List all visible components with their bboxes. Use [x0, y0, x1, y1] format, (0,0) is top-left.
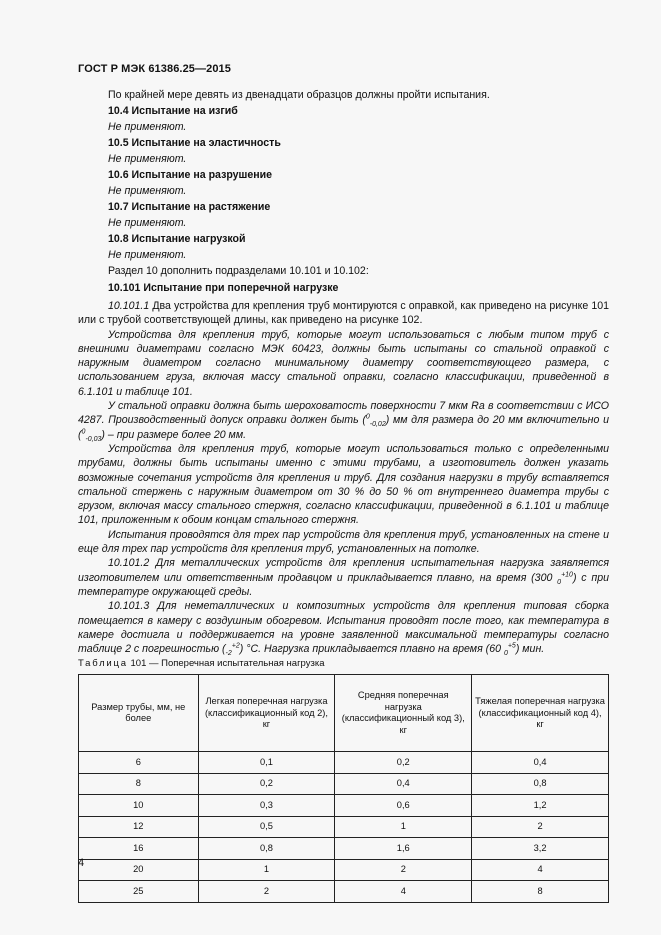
section-note: Не применяют. [108, 185, 187, 197]
table-caption-title: 101 — Поперечная испытательная нагрузка [127, 658, 325, 670]
tolerance-upper: 0 [81, 428, 86, 436]
table-cell: 4 [472, 859, 609, 881]
section-heading: 10.4 Испытание на изгиб [108, 105, 238, 117]
table-cell: 1 [335, 816, 472, 838]
section-note: Не применяют. [108, 121, 187, 133]
table-cell: 25 [79, 881, 199, 903]
page-number: 4 [78, 857, 85, 869]
paragraph-text: Для металлических устройств для крепления испытательная нагрузка заявляется изготовителем или ответственным продавцом и прикладывается плавно, на время (300 [78, 557, 609, 584]
table-cell: 0,4 [472, 752, 609, 774]
section-heading: 10.8 Испытание нагрузкой [108, 233, 246, 245]
subsection-heading: 10.101 Испытание при поперечной нагрузке [108, 282, 339, 294]
section-heading: 10.6 Испытание на разрушение [108, 169, 273, 181]
table-cell: 1 [198, 859, 335, 881]
paragraph-text: ) мм для размера до 20 мм включительно и ( [78, 414, 609, 441]
table-row [79, 859, 609, 881]
paragraph-text: ) °С. Нагрузка прикладывается плавно на время (60 [239, 643, 504, 656]
tolerance-lower: 0 [503, 650, 508, 658]
table-cell: 0,5 [198, 816, 335, 838]
clause-number: 10.101.3 [108, 600, 150, 613]
table-cell: 0,1 [198, 752, 335, 774]
section-note: Не применяют. [108, 249, 187, 261]
supplement-paragraph: Раздел 10 дополнить подразделами 10.101 и 10.102: [108, 265, 369, 277]
table-cell: 8 [79, 773, 199, 795]
table-caption [78, 657, 609, 670]
tolerance-upper: +2 [231, 642, 240, 650]
tolerance-upper: +5 [507, 642, 516, 650]
section-list [78, 103, 609, 263]
column-header: Тяжелая поперечная нагрузка (классификационный код 4), кг [472, 675, 609, 752]
document-body [78, 87, 609, 903]
table-cell: 0,2 [335, 752, 472, 774]
paragraph-10-101-3 [78, 599, 609, 656]
table-cell: 0,3 [198, 795, 335, 817]
table-cell: 1,6 [335, 838, 472, 860]
paragraph-text: У стальной оправки должна быть шероховатость поверхности 7 мкм Ra в соответствии с ИСО 4287. Производственный допуск оправки должен быть ( [78, 400, 609, 427]
paragraph-mandrel-roughness [78, 399, 609, 442]
table-cell: 0,8 [472, 773, 609, 795]
paragraph-test-pairs: Испытания проводятся для трех пар устройств для крепления труб, установленных на стене и еще для трех пар устройств для крепления труб, установленных на потолке. [78, 528, 609, 556]
tolerance-upper: 0 [365, 413, 370, 421]
table-cell: 1,2 [472, 795, 609, 817]
table-cell: 3,2 [472, 838, 609, 860]
table-cell: 2 [198, 881, 335, 903]
paragraph-text: ) мин. [515, 643, 545, 656]
paragraph-text: ) с при температуре окружающей среды. [78, 571, 609, 598]
paragraph-10-101-2 [78, 556, 609, 599]
document-header: ГОСТ Р МЭК 61386.25—2015 [78, 63, 231, 75]
table-header-row [79, 675, 609, 752]
table-cell: 12 [79, 816, 199, 838]
table-cell: 16 [79, 838, 199, 860]
table-row [79, 773, 609, 795]
table-row [79, 752, 609, 774]
table-cell: 6 [79, 752, 199, 774]
table-row [79, 816, 609, 838]
table-cell: 10 [79, 795, 199, 817]
paragraph-text: ) – при размере более 20 мм. [101, 428, 247, 441]
column-header: Размер трубы, мм, не более [79, 675, 199, 752]
table-cell: 0,4 [335, 773, 472, 795]
paragraph-mandrel-general: Устройства для крепления труб, которые могут использоваться с любым типом труб с внешними диаметрами согласно МЭК 60423, должны быть испытаны со стальной оправкой с наружным диаметром согласно минимальному диаметру соответствующего размера, с использованием груза, включая массу стальной оправки, согласно классификации, приведенной в 6.1.101 и таблице 101. [78, 328, 609, 398]
clause-number: 10.101.2 [108, 557, 150, 570]
tolerance-lower: -2 [225, 650, 232, 658]
section-heading: 10.5 Испытание на эластичность [108, 137, 281, 149]
load-table [78, 674, 609, 903]
table-cell: 4 [335, 881, 472, 903]
table-cell: 8 [472, 881, 609, 903]
tolerance-upper: +10 [561, 571, 573, 579]
tolerance-lower: -0,03 [85, 435, 102, 443]
paragraph-10-101-1 [78, 299, 609, 328]
section-heading: 10.7 Испытание на растяжение [108, 201, 271, 213]
table-cell: 20 [79, 859, 199, 881]
clause-number: 10.101.1 [108, 300, 150, 312]
table-row [79, 795, 609, 817]
table-cell: 0,6 [335, 795, 472, 817]
paragraph-text: Два устройства для крепления труб монтируются с оправкой, как приведено на рисунке 101 или с трубой соответствующей длины, как приведено на рисунке 102. [78, 300, 609, 327]
table-row [79, 881, 609, 903]
table-cell: 2 [335, 859, 472, 881]
paragraph-specific-pipes: Устройства для крепления труб, которые могут использоваться только с определенными трубами, должны быть испытаны именно с этими трубами, а изготовитель должен указать возможные сочетания устройств для крепления и труб. Для создания нагрузки в трубу вставляется стальной стержень с наружным диаметром от 30 % до 50 % от внутреннего диаметра трубы с грузом, включая массу стального стержня, согласно классификации, приведенной в 6.1.101 и таблице 101, приложенным к обоим концам стального стержня. [78, 442, 609, 527]
section-note: Не применяют. [108, 217, 187, 229]
intro-paragraph: По крайней мере девять из двенадцати образцов должны пройти испытания. [108, 89, 490, 101]
section-note: Не применяют. [108, 153, 187, 165]
paragraph-text: Для неметаллических и композитных устройств для крепления типовая сборка помещается в камеру с воздушным обогревом. Испытания проводят после того, как температура в камере достигла и поддерживается на уровне заявленной максимальной температуры согласно таблице 2 с погрешностью ( [78, 600, 609, 656]
table-caption-word: Таблица [78, 658, 128, 670]
table-row [79, 838, 609, 860]
table-cell: 2 [472, 816, 609, 838]
tolerance-lower: -0,02 [369, 421, 386, 429]
column-header: Средняя поперечная нагрузка (классификационный код 3), кг [335, 675, 472, 752]
tolerance-lower: 0 [557, 578, 562, 586]
table-cell: 0,2 [198, 773, 335, 795]
table-cell: 0,8 [198, 838, 335, 860]
column-header: Легкая поперечная нагрузка (классификационный код 2), кг [198, 675, 335, 752]
